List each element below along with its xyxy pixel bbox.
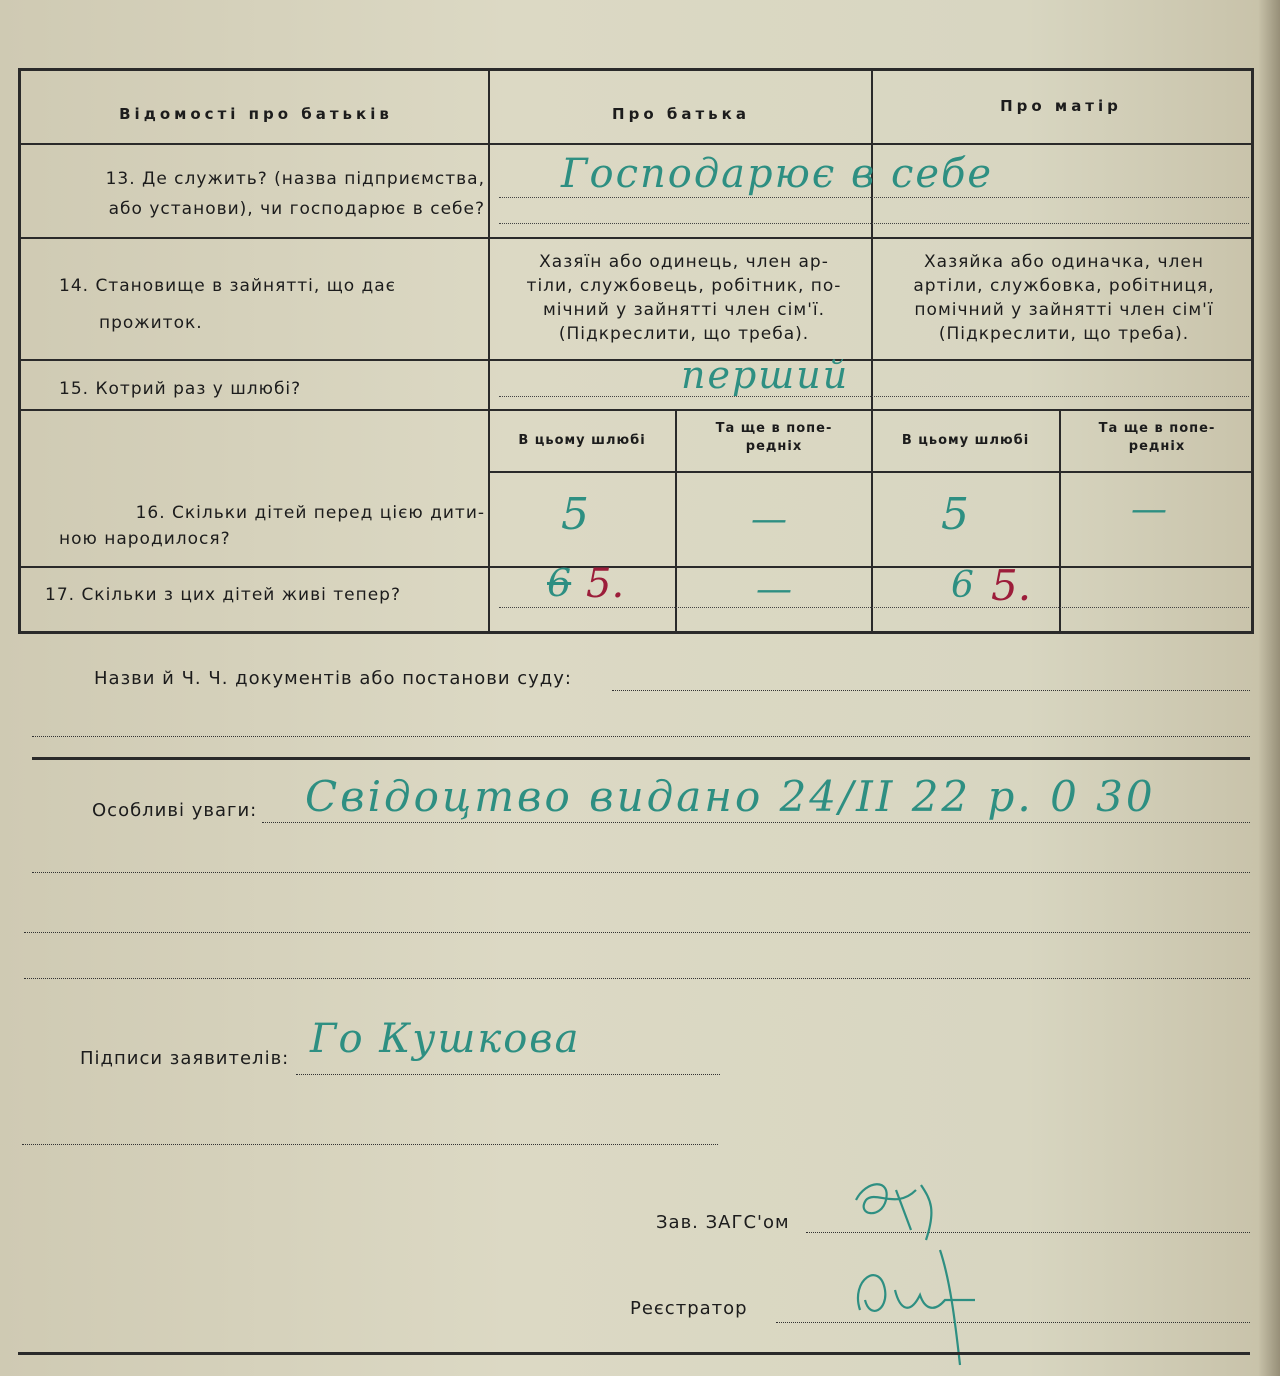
parents-info-table: [18, 68, 1254, 634]
row17-mother-corrected-value: 5.: [991, 561, 1032, 610]
row13-father-answer: Господарює в себе: [561, 151, 994, 197]
row16-father-prev-value: —: [751, 499, 787, 540]
row14-father-option-line3: мічний у зайнятті член сім'ї.: [542, 300, 826, 320]
table-line: [675, 409, 677, 631]
notes-line: [262, 822, 1250, 823]
notes-line: [24, 978, 1250, 979]
row14-question-line2: прожиток.: [99, 313, 203, 333]
notes-label: Особливі уваги:: [92, 800, 258, 821]
row16-mother-previous-header-line2: редніх: [1128, 439, 1186, 454]
row13-father-line: [499, 197, 1249, 198]
page-edge-shadow: [1258, 0, 1280, 1376]
table-line: [21, 409, 1251, 411]
row15-question: 15. Котрий раз у шлюбі?: [59, 379, 302, 399]
row13-question-line1: 13. Де служить? (назва підприємства,: [105, 169, 485, 189]
table-line: [488, 71, 490, 631]
row15-answer: перший: [681, 353, 850, 397]
table-line: [21, 359, 1251, 361]
zags-head-label: Зав. ЗАГС'ом: [656, 1212, 790, 1233]
documents-label: Назви й Ч. Ч. документів або постанови суду:: [94, 668, 572, 689]
notes-line: [32, 872, 1250, 873]
table-line: [21, 566, 1251, 568]
row17-father-prev-value: —: [756, 569, 792, 610]
row17-father-struck-digit: 6: [547, 561, 572, 605]
row16-mother-prev-value: —: [1131, 489, 1167, 530]
applicants-signatures-label: Підписи заявителів:: [80, 1048, 290, 1069]
header-father: Про батька: [612, 105, 750, 123]
zags-head-signature: [836, 1170, 956, 1250]
row16-mother-this-value: 5: [941, 489, 969, 540]
row16-question-line1: 16. Скільки дітей перед цією дити-: [135, 503, 485, 523]
row14-question-line1: 14. Становище в зайнятті, що дає: [59, 276, 397, 296]
row16-father-this-marriage-header: В цьому шлюбі: [518, 433, 646, 448]
row16-father-previous-header-line2: редніх: [745, 439, 803, 454]
row14-father-option-line4: (Підкреслити, що треба).: [558, 324, 810, 344]
row17-mother-struck-value: 6: [951, 565, 974, 606]
documents-line: [612, 690, 1250, 691]
row14-mother-option-line2: артіли, службовка, робітниця,: [913, 276, 1215, 296]
bottom-divider: [18, 1352, 1250, 1355]
signatures-line: [296, 1074, 720, 1075]
row17-question: 17. Скільки з цих дітей живі тепер?: [45, 585, 401, 605]
registrar-label: Реєстратор: [630, 1298, 748, 1319]
row16-mother-this-marriage-header: В цьому шлюбі: [901, 433, 1030, 448]
row14-father-option-line2: тіли, службовець, робітник, по-: [526, 276, 842, 296]
row17-answer-line: [499, 607, 1249, 608]
table-line: [488, 471, 1251, 473]
header-parents-info: Відомості про батьків: [119, 105, 393, 123]
applicants-signature: Го Кушкова: [310, 1016, 581, 1062]
header-mother: Про матір: [1000, 97, 1122, 115]
row17-father-corrected-value: 5.: [586, 561, 625, 607]
row17-father-struck-value: [547, 561, 571, 605]
table-line: [21, 237, 1251, 239]
registrar-signature: [840, 1240, 1000, 1370]
row14-mother-option-line1: Хазяйка або одиначка, член: [924, 252, 1204, 272]
row16-father-previous-header-line1: Та ще в попе-: [715, 421, 833, 436]
row13-father-line: [499, 223, 1249, 224]
notes-line: [24, 932, 1250, 933]
row14-mother-option-line4: (Підкреслити, що треба).: [938, 324, 1190, 344]
table-line: [21, 143, 1251, 145]
row14-father-option-line1: Хазяїн або одинець, член ар-: [539, 252, 829, 272]
row15-answer-line: [499, 396, 1249, 397]
row13-question-line2: або установи), чи господарює в себе?: [108, 199, 485, 219]
table-line: [1059, 409, 1061, 631]
row16-question-line2: ною народилося?: [59, 529, 231, 549]
row16-father-this-value: 5: [561, 489, 589, 540]
notes-value: Свідоцтво видано 24/II 22 р. 0 30: [305, 772, 1156, 821]
section-divider: [32, 757, 1250, 760]
signatures-line: [22, 1144, 718, 1145]
documents-line: [32, 736, 1250, 737]
row14-mother-option-line3: помічний у зайнятті член сім'ї: [914, 300, 1214, 320]
row16-mother-previous-header-line1: Та ще в попе-: [1098, 421, 1216, 436]
